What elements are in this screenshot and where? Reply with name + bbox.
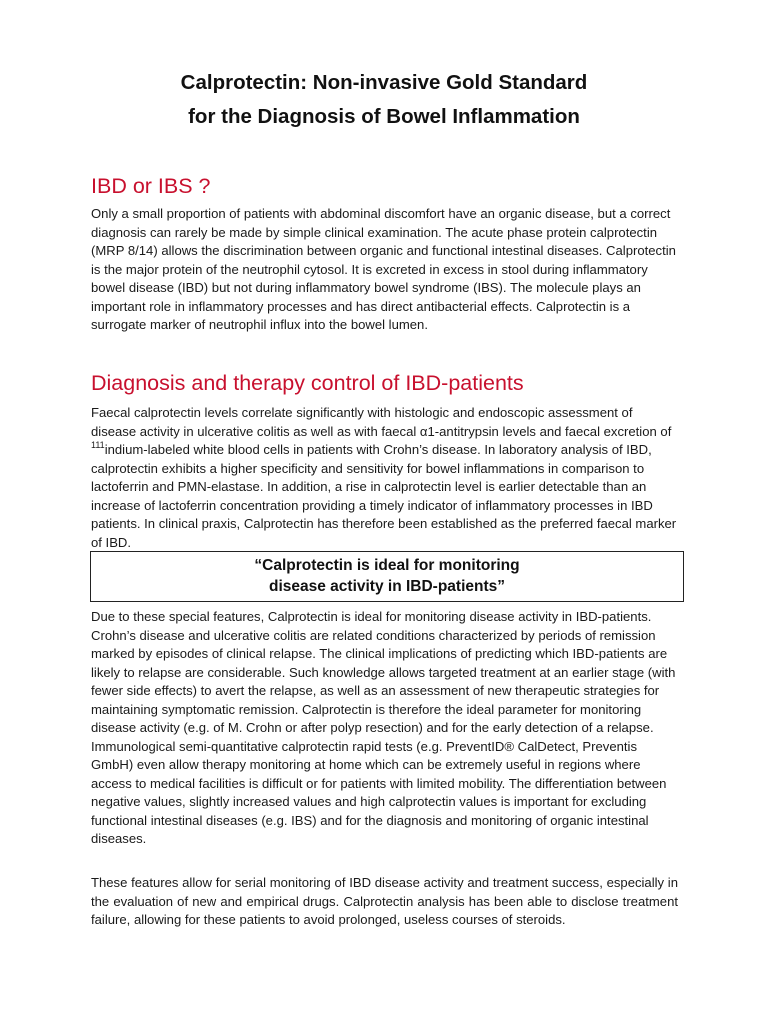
pull-quote-line-1: “Calprotectin is ideal for monitoring: [254, 557, 520, 574]
paragraph-ibd-or-ibs: Only a small proportion of patients with abdominal discomfort have an organic disease, but a correct diagnosis can rarely be made by simple clinical examination. The acute phase protein calprotectin (MRP 8/14) allows the discrimination between organic and functional intestinal diseases. Calprotectin is the major protein of the neutrophil cytosol. It is excreted in excess in stool during inflammatory bowel disease (IBD) but not during inflammatory bowel syndrome (IBS). The molecule plays an important role in inflammatory processes and has direct antibacterial effects. Calprotectin is a surrogate marker of neutrophil influx into the bowel lumen.: [91, 206, 676, 332]
paragraph-serial-monitoring: These features allow for serial monitoring of IBD disease activity and treatment success, especially in the evaluation of new and empirical drugs. Calprotectin analysis has been able to disclose treatment failure, allowing for these patients to avoid prolonged, useless courses of steroids.: [91, 875, 678, 927]
title-line-1: Calprotectin: Non-invasive Gold Standard: [180, 71, 588, 94]
title-line-2: for the Diagnosis of Bowel Inflammation: [188, 105, 580, 128]
section-heading-diagnosis-therapy: Diagnosis and therapy control of IBD-patients: [91, 371, 524, 395]
document-title: [0, 66, 768, 134]
paragraph-text-part-1: Faecal calprotectin levels correlate significantly with histologic and endoscopic assessment of disease activity in ulcerative colitis as well as with faecal α1-antitrypsin levels and faecal excretion of: [91, 405, 672, 439]
pull-quote-box: [90, 551, 684, 602]
pull-quote-line-2: disease activity in IBD-patients”: [268, 578, 506, 595]
isotope-superscript: 111: [91, 440, 105, 450]
paragraph-diagnosis-therapy: [91, 404, 678, 552]
paragraph-text-part-2: indium-labeled white blood cells in patients with Crohn’s disease. In laboratory analysis of IBD, calprotectin exhibits a higher specificity and sensitivity for bowel inflammations in comparison to lactoferrin and PMN-elastase. In addition, a rise in calprotectin level is earlier detectable than an increase of lactoferrin concentration providing a timely indicator of inflammatory processes in IBD patients. In clinical praxis, Calprotectin has therefore been established as the preferred faecal marker of IBD.: [91, 442, 677, 550]
paragraph-monitoring: Due to these special features, Calprotectin is ideal for monitoring disease activity in IBD-patients. Crohn’s disease and ulcerative colitis are related conditions characterized by periods of remission marked by episodes of clinical relapse. The clinical implications of predicting which IBD-patients are likely to relapse are considerable. Such knowledge allows targeted treatment at an earlier stage (with fewer side effects) to avert the relapse, as well as an assessment of new therapeutic strategies for maintaining symptomatic remission. Calprotectin is therefore the ideal parameter for monitoring disease activity (e.g. of M. Crohn or after polyp resection) and for the early detection of a relapse. Immunological semi-quantitative calprotectin rapid tests (e.g. PreventID® CalDetect, Preventis GmbH) even allow therapy monitoring at home which can be extremely useful in regions where access to medical facilities is difficult or for patients with limited mobility. The differentiation between negative values, slightly increased values and high calprotectin values is important for excluding functional intestinal diseases (e.g. IBS) and for the diagnosis and monitoring of organic intestinal diseases.: [91, 609, 676, 846]
section-heading-ibd-or-ibs: IBD or IBS ?: [91, 174, 211, 198]
